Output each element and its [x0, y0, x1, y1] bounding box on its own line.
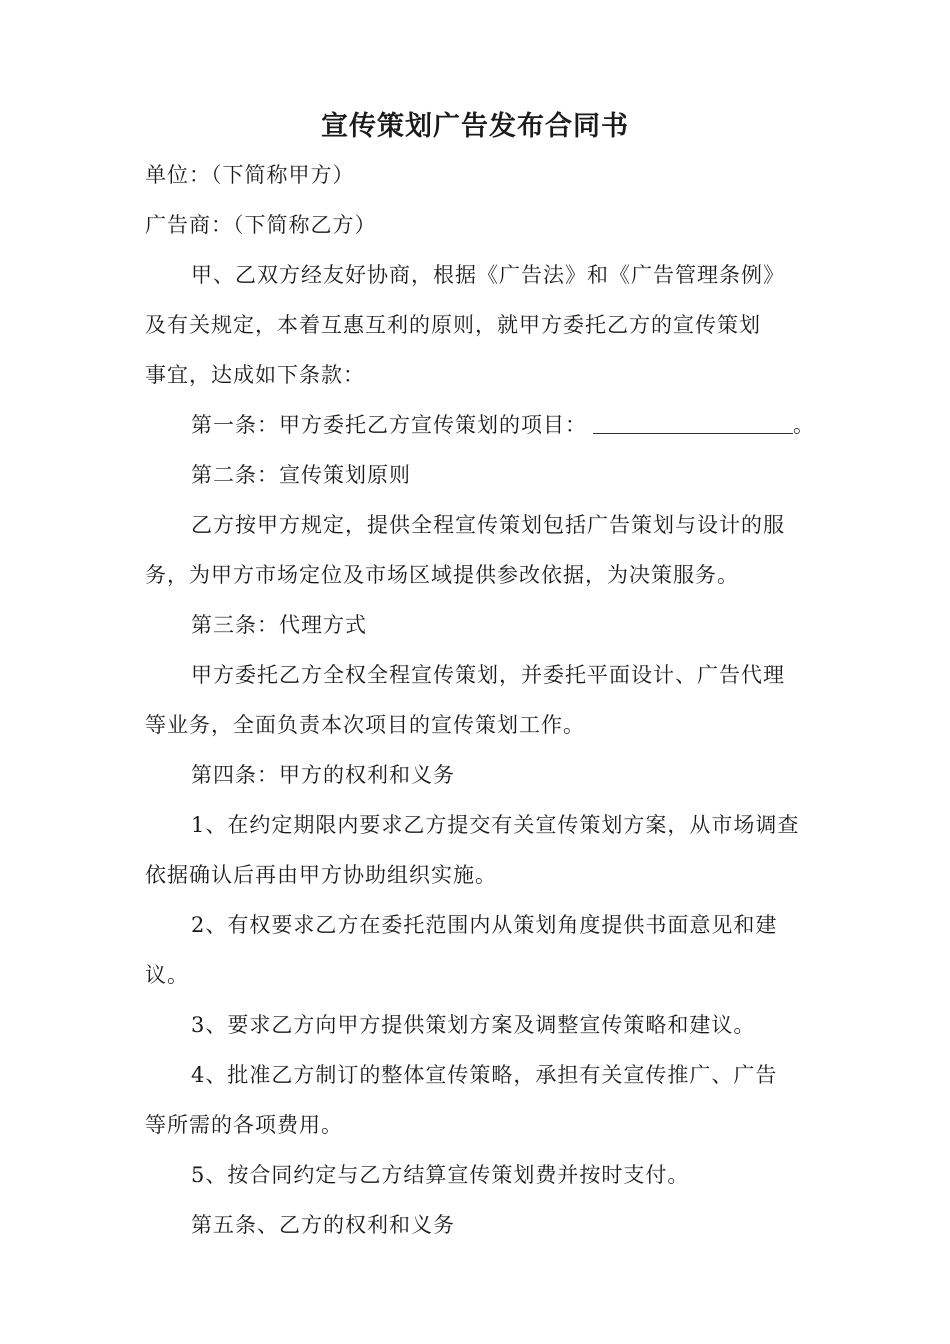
article-4-item-1-line-1: 1、在约定期限内要求乙方提交有关宣传策划方案，从市场调查 [191, 813, 800, 837]
article-4-item-3: 3、要求乙方向甲方提供策划方案及调整宣传策略和建议。 [191, 1013, 756, 1037]
advertiser-line: 广告商：（下简称乙方） [145, 213, 377, 237]
article-3-body-line-2: 等业务，全面负责本次项目的宣传策划工作。 [145, 713, 585, 737]
article-4-item-2-line-1: 2、有权要求乙方在委托范围内从策划角度提供书面意见和建 [191, 913, 778, 937]
article-1-text: 第一条：甲方委托乙方宣传策划的项目： [191, 413, 587, 437]
article-5-heading: 第五条、乙方的权利和义务 [191, 1213, 455, 1237]
article-2-heading: 第二条：宣传策划原则 [191, 463, 411, 487]
preamble-line-1: 甲、乙双方经友好协商，根据《广告法》和《广告管理条例》 [191, 263, 785, 287]
article-4-item-2-line-2: 议。 [145, 963, 189, 987]
article-1-end-mark: 。 [793, 413, 815, 437]
article-4-heading: 第四条：甲方的权利和义务 [191, 763, 455, 787]
article-2-body-line-1: 乙方按甲方规定，提供全程宣传策划包括广告策划与设计的服 [191, 513, 785, 537]
unit-line: 单位：（下简称甲方） [145, 163, 355, 187]
article-3-body-line-1: 甲方委托乙方全权全程宣传策划，并委托平面设计、广告代理 [191, 663, 785, 687]
article-3-heading: 第三条：代理方式 [191, 613, 367, 637]
document-body [145, 150, 815, 1250]
preamble-line-3: 事宜，达成如下条款： [145, 363, 365, 387]
article-4-item-5: 5、按合同约定与乙方结算宣传策划费并按时支付。 [191, 1163, 690, 1187]
document-title: 宣传策划广告发布合同书 [321, 111, 629, 142]
article-1 [145, 400, 815, 450]
article-4-item-4-line-1: 4、批准乙方制订的整体宣传策略，承担有关宣传推广、广告 [191, 1063, 778, 1087]
article-2-body-line-2: 务，为甲方市场定位及市场区域提供参改依据，为决策服务。 [145, 563, 739, 587]
article-4-item-4-line-2: 等所需的各项费用。 [145, 1113, 343, 1137]
project-blank-field [593, 405, 793, 434]
preamble-line-2: 及有关规定，本着互惠互利的原则，就甲方委托乙方的宣传策划 [145, 313, 761, 337]
article-4-item-1-line-2: 依据确认后再由甲方协助组织实施。 [145, 863, 497, 887]
